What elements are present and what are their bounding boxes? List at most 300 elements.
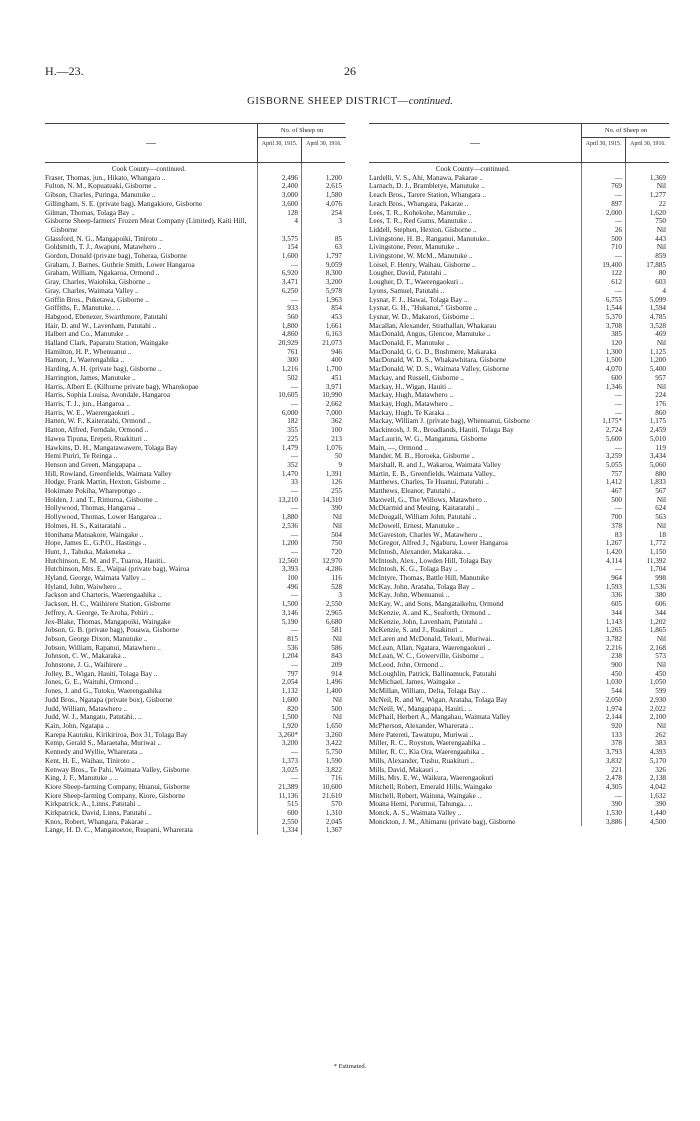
sheep-1915: 20,929 bbox=[278, 339, 298, 348]
table-row bbox=[369, 757, 669, 766]
table-row bbox=[45, 452, 345, 461]
table-row bbox=[45, 809, 345, 818]
owner-name: Lougher, D. T., Waerengaokuri .. bbox=[369, 278, 464, 287]
owner-name: Mackintosh, J. R., Broadlands, Hauiti, Tolaga Bay bbox=[369, 426, 514, 435]
owner-name: McLeod, John, Ormond .. bbox=[369, 661, 444, 670]
sheep-1915: 355 bbox=[287, 426, 298, 435]
owner-name: Harris, Albert E. (Kilburne private bag), Wharekopae bbox=[45, 382, 199, 391]
owner-name: Hatton, Alfred, Ferndale, Ormond .. bbox=[45, 426, 149, 435]
sheep-1915: 2,478 bbox=[605, 774, 622, 783]
sheep-1916: Nil bbox=[656, 339, 666, 348]
table-row bbox=[369, 513, 669, 522]
owner-column-header: — bbox=[470, 137, 480, 149]
page-header bbox=[45, 64, 655, 80]
sheep-1915: — bbox=[290, 748, 298, 757]
page-title bbox=[0, 96, 700, 107]
sheep-1916: 4,286 bbox=[325, 565, 342, 574]
right-table bbox=[369, 123, 669, 826]
table-row bbox=[369, 696, 669, 705]
table-row bbox=[369, 200, 669, 209]
owner-name: Harding, A. H. (private bag), Gisborne .. bbox=[45, 365, 162, 374]
table-row bbox=[369, 652, 669, 661]
sheep-1916: 5,060 bbox=[649, 460, 666, 469]
table-row bbox=[369, 182, 669, 191]
table-row bbox=[369, 296, 669, 305]
sheep-1916: 573 bbox=[655, 652, 666, 661]
table-row bbox=[45, 278, 345, 287]
sheep-1915: 600 bbox=[611, 373, 622, 382]
sheep-1915: 6,250 bbox=[281, 286, 298, 295]
owner-name: Livingstone, W. McM., Manutuke .. bbox=[369, 252, 473, 261]
owner-name: Harris, T. J., jun., Hangaroa .. bbox=[45, 399, 130, 408]
sheep-1915: 5,370 bbox=[605, 312, 622, 321]
sheep-1915: 1,267 bbox=[605, 539, 622, 548]
footnote: * Estimated. bbox=[333, 1063, 367, 1070]
sheep-1916: 1,369 bbox=[649, 173, 666, 182]
table-row bbox=[369, 591, 669, 600]
sheep-1916: 599 bbox=[655, 687, 666, 696]
page-number: 26 bbox=[344, 64, 356, 78]
owner-name: Griffiths, F., Manutuke.. .. bbox=[45, 304, 121, 313]
sheep-1916: 2,138 bbox=[649, 774, 666, 783]
section-heading bbox=[45, 163, 345, 174]
owner-name: Hamilton, H. P., Whenuanui .. bbox=[45, 347, 132, 356]
owner-name: Habgood, Ebenezer, Swarthmore, Patutahi bbox=[45, 312, 168, 321]
owner-name: Gray, Charles, Waimata Valley .. bbox=[45, 286, 139, 295]
sheep-1915: 3,393 bbox=[281, 565, 298, 574]
sheep-1916: Nil bbox=[656, 661, 666, 670]
sheep-1916: 3,260 bbox=[325, 730, 342, 739]
sheep-1915: 1,412 bbox=[605, 478, 622, 487]
sheep-1915: 1,420 bbox=[605, 547, 622, 556]
sheep-1915: 5,055 bbox=[605, 460, 622, 469]
sheep-1916: 451 bbox=[331, 373, 342, 382]
sheep-1915: 122 bbox=[611, 269, 622, 278]
owner-name: McIntosh, Alexander, Makaraka.. .. bbox=[369, 547, 471, 556]
sheep-1916: 22 bbox=[658, 199, 666, 208]
table-row bbox=[45, 696, 345, 705]
owner-name: McKenzie, John, Lavenham, Patutahi .. bbox=[369, 617, 483, 626]
table-row bbox=[369, 461, 669, 470]
owner-name: Mackay, and Russell, Gisborne .. bbox=[369, 373, 464, 382]
sheep-1915: 1,600 bbox=[281, 695, 298, 704]
table-row bbox=[369, 330, 669, 339]
sheep-1916: Nil bbox=[656, 243, 666, 252]
sheep-1916: 9,059 bbox=[325, 260, 342, 269]
owner-name: Hemi Puriri, Te Reinga .. bbox=[45, 452, 118, 461]
table-row bbox=[45, 461, 345, 470]
sheep-1916: 21,610 bbox=[322, 791, 342, 800]
table-row bbox=[369, 252, 669, 261]
sheep-1916: 859 bbox=[655, 252, 666, 261]
sheep-1916: 262 bbox=[655, 730, 666, 739]
sheep-1916: 4,393 bbox=[649, 748, 666, 757]
sheep-1915: 1,132 bbox=[281, 687, 298, 696]
owner-name: Hokimate Pokiha, Wharepongo .. bbox=[45, 487, 142, 496]
table-row bbox=[369, 313, 669, 322]
sheep-1915: 3,025 bbox=[281, 765, 298, 774]
sheep-1916: 1,833 bbox=[649, 478, 666, 487]
sheep-1916: Nil bbox=[656, 521, 666, 530]
owner-name: Fulton, N. M., Kopuatuaki, Gisborne .. bbox=[45, 182, 157, 191]
owner-name: Karepa Kautuku, Kirikiriroa, Box 31, Tolaga Bay bbox=[45, 730, 188, 739]
table-row bbox=[369, 557, 669, 566]
sheep-1915: — bbox=[290, 504, 298, 513]
sheep-1915: 2,000 bbox=[605, 208, 622, 217]
sheep-1916: 716 bbox=[331, 774, 342, 783]
sheep-1915: 1,373 bbox=[281, 756, 298, 765]
sheep-1916: 603 bbox=[655, 278, 666, 287]
sheep-1916: 5,750 bbox=[325, 748, 342, 757]
owner-name: McLoughlin, Patrick, Ballinamuck, Patutahi bbox=[369, 669, 497, 678]
sheep-1915: 6,755 bbox=[605, 295, 622, 304]
table-row bbox=[369, 496, 669, 505]
sheep-1915: 11,136 bbox=[278, 791, 298, 800]
sheep-1916: 998 bbox=[655, 574, 666, 583]
owner-name: Harris, W. E., Waerengaokuri .. bbox=[45, 408, 135, 417]
sheep-1915: 710 bbox=[611, 243, 622, 252]
sheep-1915: 1,479 bbox=[281, 443, 298, 452]
sheep-1916: Nil bbox=[656, 722, 666, 730]
sheep-1915: 6,920 bbox=[281, 269, 298, 278]
sheep-1915: 544 bbox=[611, 687, 622, 696]
sheep-1915: 1,500 bbox=[605, 356, 622, 365]
owner-name: Moana Hemi, Porumui, Tahunga.. .. bbox=[369, 800, 473, 809]
owner-name: Lange, H. D. C., Mangatoetoe, Ruapani, Wharerata bbox=[45, 826, 193, 835]
table-row bbox=[369, 374, 669, 383]
table-row bbox=[369, 713, 669, 722]
sheep-1916: 9 bbox=[338, 460, 342, 469]
owner-name: McKenzie, A. and K., Seaforth, Ormond .. bbox=[369, 608, 491, 617]
owner-name: Hope, James E., G.P.O., Hastings .. bbox=[45, 539, 147, 548]
sheep-1915: 1,920 bbox=[281, 722, 298, 730]
table-row bbox=[45, 722, 345, 731]
table-row bbox=[45, 504, 345, 513]
sheep-1915: 1,470 bbox=[281, 469, 298, 478]
owner-name: Gisborne Sheep-farmers' Frozen Meat Company (Limited), Kaiti Hill, Gisborne bbox=[45, 217, 247, 234]
sheep-1915: — bbox=[290, 399, 298, 408]
owner-name: Johnson, C. W., Makaraka .. bbox=[45, 652, 127, 661]
sheep-count-header bbox=[581, 124, 670, 162]
table-row bbox=[369, 226, 669, 235]
table-row bbox=[369, 261, 669, 270]
sheep-1915: 6,000 bbox=[281, 408, 298, 417]
owner-name: Jolley, B., Wigan, Hauiti, Tolaga Bay .. bbox=[45, 669, 158, 678]
sheep-1916: 50 bbox=[334, 452, 342, 461]
sheep-1915: 1,334 bbox=[281, 826, 298, 835]
table-row bbox=[45, 243, 345, 252]
sheep-1915: 336 bbox=[611, 591, 622, 600]
sheep-1915: 500 bbox=[611, 234, 622, 243]
owner-name: Jones, J. and G., Tutoku, Waerengaahika bbox=[45, 687, 162, 696]
sheep-1916: 254 bbox=[331, 208, 342, 217]
sheep-1915: 10,605 bbox=[278, 391, 298, 400]
owner-name: McPhail, Herbert A., Mangahau, Waimata Valley bbox=[369, 713, 511, 722]
table-row bbox=[45, 548, 345, 557]
sheep-1915: 536 bbox=[287, 643, 298, 652]
table-row bbox=[45, 591, 345, 600]
sheep-1915: 33 bbox=[290, 478, 298, 487]
owner-name: Mitchell, Robert, Emerald Hills, Waingake bbox=[369, 782, 493, 791]
table-row bbox=[45, 391, 345, 400]
sheep-1915: — bbox=[614, 173, 622, 182]
owner-name: Hodge, Frank Martin, Hexton, Gisborne .. bbox=[45, 478, 166, 487]
table-row bbox=[45, 618, 345, 627]
sheep-1915: — bbox=[290, 452, 298, 461]
sheep-1915: 815 bbox=[287, 634, 298, 643]
table-row bbox=[45, 304, 345, 313]
sheep-1915: 2,216 bbox=[605, 643, 622, 652]
sheep-1916: 2,459 bbox=[649, 426, 666, 435]
sheep-1916: 1,050 bbox=[649, 678, 666, 687]
sheep-1916: 1,125 bbox=[649, 347, 666, 356]
sheep-1915: 128 bbox=[287, 208, 298, 217]
table-row bbox=[45, 296, 345, 305]
table-row bbox=[369, 539, 669, 548]
sheep-1916: 390 bbox=[655, 800, 666, 809]
owner-name: MacDonald, Angus, Glencoe, Manutuke .. bbox=[369, 330, 491, 339]
table-row bbox=[45, 600, 345, 609]
sheep-1916: 2,045 bbox=[325, 817, 342, 826]
owner-name: Matthews, Eleanor, Patutahi .. bbox=[369, 487, 456, 496]
table-row bbox=[369, 209, 669, 218]
owner-name: Mere Patereti, Tawatupu, Muriwai .. bbox=[369, 730, 474, 739]
sheep-1916: 1,150 bbox=[649, 547, 666, 556]
sheep-1916: 624 bbox=[655, 504, 666, 513]
sheep-1916: 1,202 bbox=[649, 617, 666, 626]
table-row bbox=[45, 444, 345, 453]
sheep-1916: 224 bbox=[655, 391, 666, 400]
sheep-1916: 581 bbox=[331, 626, 342, 635]
owner-name: Graham, J. Barnes, Guthrie Smith, Lower Hangaroa bbox=[45, 260, 195, 269]
sheep-1915: — bbox=[614, 791, 622, 800]
sheep-1915: 1,880 bbox=[281, 513, 298, 522]
table-row bbox=[45, 826, 345, 835]
owner-name: Jones, G. E., Waituhi, Ormond .. bbox=[45, 678, 139, 687]
sheep-1915: 3,000 bbox=[281, 191, 298, 200]
sheep-1916: 1,440 bbox=[649, 809, 666, 818]
sheep-1915: 344 bbox=[611, 608, 622, 617]
sheep-count-group-label: No. of Sheep on bbox=[582, 124, 670, 138]
owner-name: Gillingham, S. E. (private bag), Mangakiore, Gisborne bbox=[45, 199, 203, 208]
owner-name: Martin, E. B., Greenfields, Waimata Valley.. bbox=[369, 469, 496, 478]
sheep-1916: 1,620 bbox=[649, 208, 666, 217]
owner-name: Monck, A. S., Waimata Valley .. bbox=[369, 809, 462, 818]
table-row bbox=[369, 478, 669, 487]
sheep-1915: 2,144 bbox=[605, 713, 622, 722]
sheep-1915: — bbox=[290, 530, 298, 539]
table-row bbox=[369, 565, 669, 574]
sheep-1916: 390 bbox=[331, 504, 342, 513]
col-1915-header: April 30, 1915. bbox=[258, 138, 302, 162]
sheep-1915: 1,300 bbox=[605, 347, 622, 356]
owner-name: Lardelli, V. S., Ahi, Manawa, Pakarae .. bbox=[369, 173, 483, 182]
table-row bbox=[45, 670, 345, 679]
sheep-1916: 11,392 bbox=[646, 556, 666, 565]
sheep-1916: 586 bbox=[331, 643, 342, 652]
sheep-1915 bbox=[583, 165, 626, 174]
sheep-1916: Nil bbox=[656, 495, 666, 504]
sheep-1916: 1,650 bbox=[325, 722, 342, 730]
sheep-1915: 2,724 bbox=[605, 426, 622, 435]
sheep-1916: 176 bbox=[655, 399, 666, 408]
table-row bbox=[45, 626, 345, 635]
table-row bbox=[369, 809, 669, 818]
sheep-1915: 920 bbox=[611, 722, 622, 730]
owner-name: Kiore Sheep-farming Company, Huanui, Gisborne bbox=[45, 782, 190, 791]
owner-name: Judd Bros., Ngatapa (private box), Gisborne bbox=[45, 695, 173, 704]
sheep-1915: 612 bbox=[611, 278, 622, 287]
sheep-1915: 13,210 bbox=[278, 495, 298, 504]
sheep-1915: 496 bbox=[287, 582, 298, 591]
owner-name: McNeil, R. and W., Wigan, Arataha, Tolaga Bay bbox=[369, 695, 508, 704]
sheep-1916: 450 bbox=[655, 669, 666, 678]
sheep-1915: — bbox=[290, 774, 298, 783]
sheep-1916: Nil bbox=[656, 225, 666, 234]
table-row bbox=[369, 731, 669, 740]
sheep-1916: 914 bbox=[331, 669, 342, 678]
table-body bbox=[369, 163, 669, 826]
sheep-1915: 2,496 bbox=[281, 173, 298, 182]
table-row bbox=[45, 287, 345, 296]
sheep-1915: 2,054 bbox=[281, 678, 298, 687]
table-row bbox=[369, 470, 669, 479]
owner-name: Kemp, Gerald S., Maraetaha, Muriwai .. bbox=[45, 739, 161, 748]
sheep-1916: 1,632 bbox=[649, 791, 666, 800]
sheep-1915: — bbox=[290, 260, 298, 269]
table-header bbox=[369, 123, 669, 163]
table-row bbox=[45, 409, 345, 418]
owner-name: Hunt, J., Tahuka, Makeneka .. bbox=[45, 547, 131, 556]
sheep-1916: 500 bbox=[331, 704, 342, 713]
table-row bbox=[45, 356, 345, 365]
table-row bbox=[45, 252, 345, 261]
sheep-1915: 1,346 bbox=[605, 382, 622, 391]
sheep-1916: 63 bbox=[334, 243, 342, 252]
sheep-1915: 1,175* bbox=[602, 417, 622, 426]
table-row bbox=[369, 783, 669, 792]
owner-name: Gray, Charles, Waiohika, Gisborne .. bbox=[45, 278, 151, 287]
sheep-1915: 26 bbox=[614, 225, 622, 234]
table-row bbox=[369, 583, 669, 592]
sheep-1915: 4,114 bbox=[606, 556, 622, 565]
owner-name: Hawea Tipuna, Erepeti, Ruakituri .. bbox=[45, 434, 148, 443]
owner-name: Gibson, Charles, Puringa, Manutuke .. bbox=[45, 191, 156, 200]
owner-name: McKenzie, S. and J., Ruakituri .. bbox=[369, 626, 464, 635]
owner-name: Lyons, Samuel, Patutahi .. bbox=[369, 286, 445, 295]
sheep-1915: — bbox=[290, 487, 298, 496]
owner-name: McIntosh, Alex., Lowden Hill, Tolaga Bay bbox=[369, 556, 492, 565]
table-row bbox=[369, 574, 669, 583]
owner-name: Henson and Green, Mangapapa .. bbox=[45, 460, 141, 469]
sheep-1916: 6,680 bbox=[325, 617, 342, 626]
owner-name: McGregor, Alfred J., Ngaburu, Lower Hangaroa bbox=[369, 539, 508, 548]
sheep-1916: Nil bbox=[332, 634, 342, 643]
owner-name: Mackay, Hugh, Matawhero .. bbox=[369, 391, 453, 400]
sheep-1915: 83 bbox=[614, 530, 622, 539]
owner-name: McGaveston, Charles W., Matawhero .. bbox=[369, 530, 483, 539]
table-row bbox=[369, 739, 669, 748]
col-1916-header: April 30, 1916. bbox=[306, 141, 342, 147]
table-row bbox=[45, 539, 345, 548]
owner-name: Larnach, D. J., Brambletye, Manutuke .. bbox=[369, 182, 485, 191]
owner-name: Liddell, Stephen, Hexton, Gisborne .. bbox=[369, 225, 477, 234]
table-row bbox=[45, 574, 345, 583]
owner-name: Hawkins, D. H., Mangatawawere, Tolaga Bay bbox=[45, 443, 178, 452]
sheep-1916: 1,594 bbox=[649, 304, 666, 313]
sheep-1916: 1,772 bbox=[649, 539, 666, 548]
sheep-1915: 515 bbox=[287, 800, 298, 809]
sheep-1916: Nil bbox=[332, 713, 342, 722]
sheep-1915: 1,800 bbox=[281, 321, 298, 330]
sheep-1915: 4 bbox=[294, 217, 298, 226]
table-row bbox=[369, 348, 669, 357]
table-row bbox=[45, 513, 345, 522]
owner-name: Jeffrey, A. George, Te Aroha, Pehiri .. bbox=[45, 608, 154, 617]
table-row bbox=[45, 426, 345, 435]
table-row bbox=[45, 209, 345, 218]
sheep-1915: 964 bbox=[611, 574, 622, 583]
sheep-1916: 2,930 bbox=[649, 695, 666, 704]
sheep-1916: 4,785 bbox=[649, 312, 666, 321]
sheep-1915: — bbox=[614, 504, 622, 513]
sheep-1915: — bbox=[614, 565, 622, 574]
table-row bbox=[45, 478, 345, 487]
sheep-1915: 12,560 bbox=[278, 556, 298, 565]
sheep-1915: — bbox=[290, 626, 298, 635]
col-1916-header: April 30, 1916. bbox=[630, 141, 666, 147]
table-row bbox=[369, 487, 669, 496]
sheep-1915: 4,070 bbox=[605, 365, 622, 374]
sheep-1915: 21,389 bbox=[278, 782, 298, 791]
sheep-1916: 14,310 bbox=[322, 495, 342, 504]
table-row bbox=[45, 435, 345, 444]
owner-name: McMillan, William, Delta, Tolaga Bay .. bbox=[369, 687, 486, 696]
sheep-1916: 116 bbox=[331, 574, 342, 583]
owner-name: Kirkpatrick, David, Linns, Patutahi .. bbox=[45, 809, 152, 818]
sheep-1915: 467 bbox=[611, 487, 622, 496]
sheep-1916: Nil bbox=[656, 182, 666, 191]
table-row bbox=[369, 661, 669, 670]
col-1915-header: April 30, 1915. bbox=[582, 138, 626, 162]
table-row bbox=[45, 383, 345, 392]
sheep-1915: — bbox=[290, 591, 298, 600]
table-row bbox=[45, 400, 345, 409]
sheep-1916: 957 bbox=[655, 373, 666, 382]
sheep-1916: 854 bbox=[331, 304, 342, 313]
table-row bbox=[369, 748, 669, 757]
owner-name: Griffin Bros., Puketawa, Gisborne .. bbox=[45, 295, 149, 304]
table-row bbox=[45, 609, 345, 618]
sheep-1916: 119 bbox=[655, 443, 666, 452]
sheep-1915: 2,536 bbox=[281, 521, 298, 530]
sheep-1916: 1,700 bbox=[325, 365, 342, 374]
sheep-1915: 3,832 bbox=[605, 756, 622, 765]
owner-name: Jackson, H. C., Waihirere Station, Gisborne bbox=[45, 600, 171, 609]
sheep-1916 bbox=[302, 165, 345, 174]
owner-name: Halbert and Co., Manutuke .. bbox=[45, 330, 129, 339]
sheep-1916: 8,300 bbox=[325, 269, 342, 278]
table-row bbox=[369, 269, 669, 278]
owner-name: MacDonald, F., Manutuke .. bbox=[369, 339, 450, 348]
sheep-1915: 500 bbox=[611, 495, 622, 504]
owner-name: Hutchinson, E. M. and F., Tuaroa, Hauiti.. bbox=[45, 556, 166, 565]
sheep-1916: 2,168 bbox=[649, 643, 666, 652]
table-row bbox=[45, 652, 345, 661]
sheep-1916: 1,580 bbox=[325, 191, 342, 200]
owner-name: Judd, W. J., Mangatu, Patutahi.. .. bbox=[45, 713, 142, 722]
owner-name: Johnstone, J. G., Waihirere .. bbox=[45, 661, 128, 670]
